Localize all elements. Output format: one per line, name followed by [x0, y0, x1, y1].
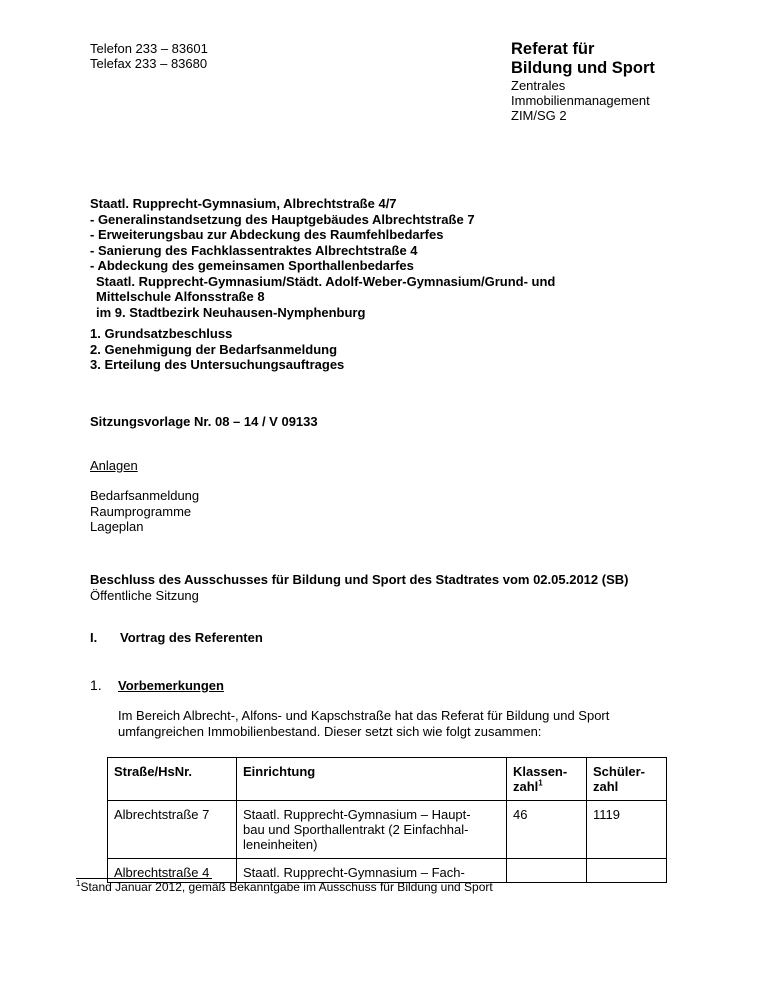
subject-line: Staatl. Rupprecht-Gymnasium, Albrechtstraße 4/7 — [90, 196, 397, 211]
subject-indented-line: Staatl. Rupprecht-Gymnasium/Städt. Adolf-Weber-Gymnasium/Grund- und — [96, 273, 556, 289]
subsection-label: Vorbemerkungen — [118, 678, 224, 693]
anlagen-list — [90, 488, 199, 535]
cell-facility — [237, 859, 507, 883]
header-street: Straße/HsNr. — [108, 758, 237, 801]
department-block — [511, 40, 655, 123]
beschluss-block — [90, 572, 628, 603]
department-sub-line: Immobilienmanagement — [511, 93, 650, 108]
subject-indented-line: im 9. Stadtbezirk Neuhausen-Nymphenburg — [96, 304, 366, 320]
cell-students — [587, 859, 667, 883]
property-table — [107, 757, 667, 883]
department-sub-line: ZIM/SG 2 — [511, 108, 567, 123]
subject-line: - Erweiterungsbau zur Abdeckung des Raumfehlbedarfes — [90, 227, 444, 242]
subject-line: - Generalinstandsetzung des Hauptgebäudes Albrechtstraße 7 — [90, 211, 475, 227]
subsection-number: 1. — [90, 677, 102, 693]
sitzungsvorlage-number: Sitzungsvorlage Nr. 08 – 14 / V 09133 — [90, 414, 318, 429]
decision-item: 2. Genehmigung der Bedarfsanmeldung — [90, 341, 338, 357]
header-students-line1: Schüler- — [593, 764, 646, 779]
anlagen-heading: Anlagen — [90, 458, 138, 473]
decisions-list — [90, 326, 344, 373]
header-classes — [507, 758, 587, 801]
footnote-text: Stand Januar 2012, gemäß Bekanntgabe im Ausschuss für Bildung und Sport — [80, 880, 493, 894]
anlage-item: Lageplan — [90, 519, 144, 534]
section-number: I. — [90, 630, 98, 645]
section-label: Vortrag des Referenten — [120, 630, 263, 645]
beschluss-title: Beschluss des Ausschusses für Bildung und Sport des Stadtrates vom 02.05.2012 (SB) — [90, 572, 629, 587]
telefon: Telefon 233 – 83601 — [90, 41, 208, 56]
footnote-ref: 1 — [538, 778, 543, 788]
subject-line: - Abdeckung des gemeinsamen Sporthallenbedarfes — [90, 258, 414, 273]
footnote-separator — [76, 878, 212, 879]
department-sub — [511, 78, 655, 123]
department-title-line2: Bildung und Sport — [511, 59, 655, 77]
header-students — [587, 758, 667, 801]
anlage-item: Bedarfsanmeldung — [90, 488, 200, 503]
footnote-marker: 1 — [76, 879, 81, 888]
cell-facility-line: bau und Sporthallentrakt (2 Einfachhal- — [243, 822, 469, 837]
telefax: Telefax 233 – 83680 — [90, 56, 208, 71]
cell-classes — [507, 859, 587, 883]
cell-street: Albrechtstraße 7 — [108, 801, 237, 859]
cell-street: Albrechtstraße 4 — [108, 859, 237, 883]
subject-indented-line: Mittelschule Alfonsstraße 8 — [96, 289, 265, 304]
header-students-line2: zahl — [593, 779, 619, 794]
contact-block — [90, 41, 208, 71]
cell-classes: 46 — [507, 801, 587, 859]
footnote — [76, 880, 493, 896]
cell-facility-line: Staatl. Rupprecht-Gymnasium – Fach- — [243, 865, 465, 880]
subject-line: - Sanierung des Fachklassentraktes Albrechtstraße 4 — [90, 242, 418, 258]
cell-facility-line: Staatl. Rupprecht-Gymnasium – Haupt- — [243, 807, 471, 822]
table-row — [108, 801, 667, 859]
decision-item: 3. Erteilung des Untersuchungsauftrages — [90, 357, 345, 372]
cell-facility — [237, 801, 507, 859]
decision-item: 1. Grundsatzbeschluss — [90, 326, 233, 341]
header-facility: Einrichtung — [237, 758, 507, 801]
table-header-row — [108, 758, 667, 801]
cell-facility-line: leneinheiten) — [243, 837, 318, 852]
anlage-item: Raumprogramme — [90, 503, 192, 519]
intro-paragraph: Im Bereich Albrecht-, Alfons- und Kapschstraße hat das Referat für Bildung und Sport umfangreichen Immobilienbestand. Dieser setzt sich wie folgt zusammen: — [118, 708, 610, 739]
subject-block — [90, 196, 555, 320]
cell-students: 1119 — [587, 801, 667, 859]
department-sub-line: Zentrales — [511, 78, 566, 93]
beschluss-session: Öffentliche Sitzung — [90, 587, 199, 603]
department-title-line1: Referat für — [511, 40, 595, 58]
header-classes-line2: zahl — [513, 779, 539, 794]
header-classes-line1: Klassen- — [513, 764, 568, 779]
